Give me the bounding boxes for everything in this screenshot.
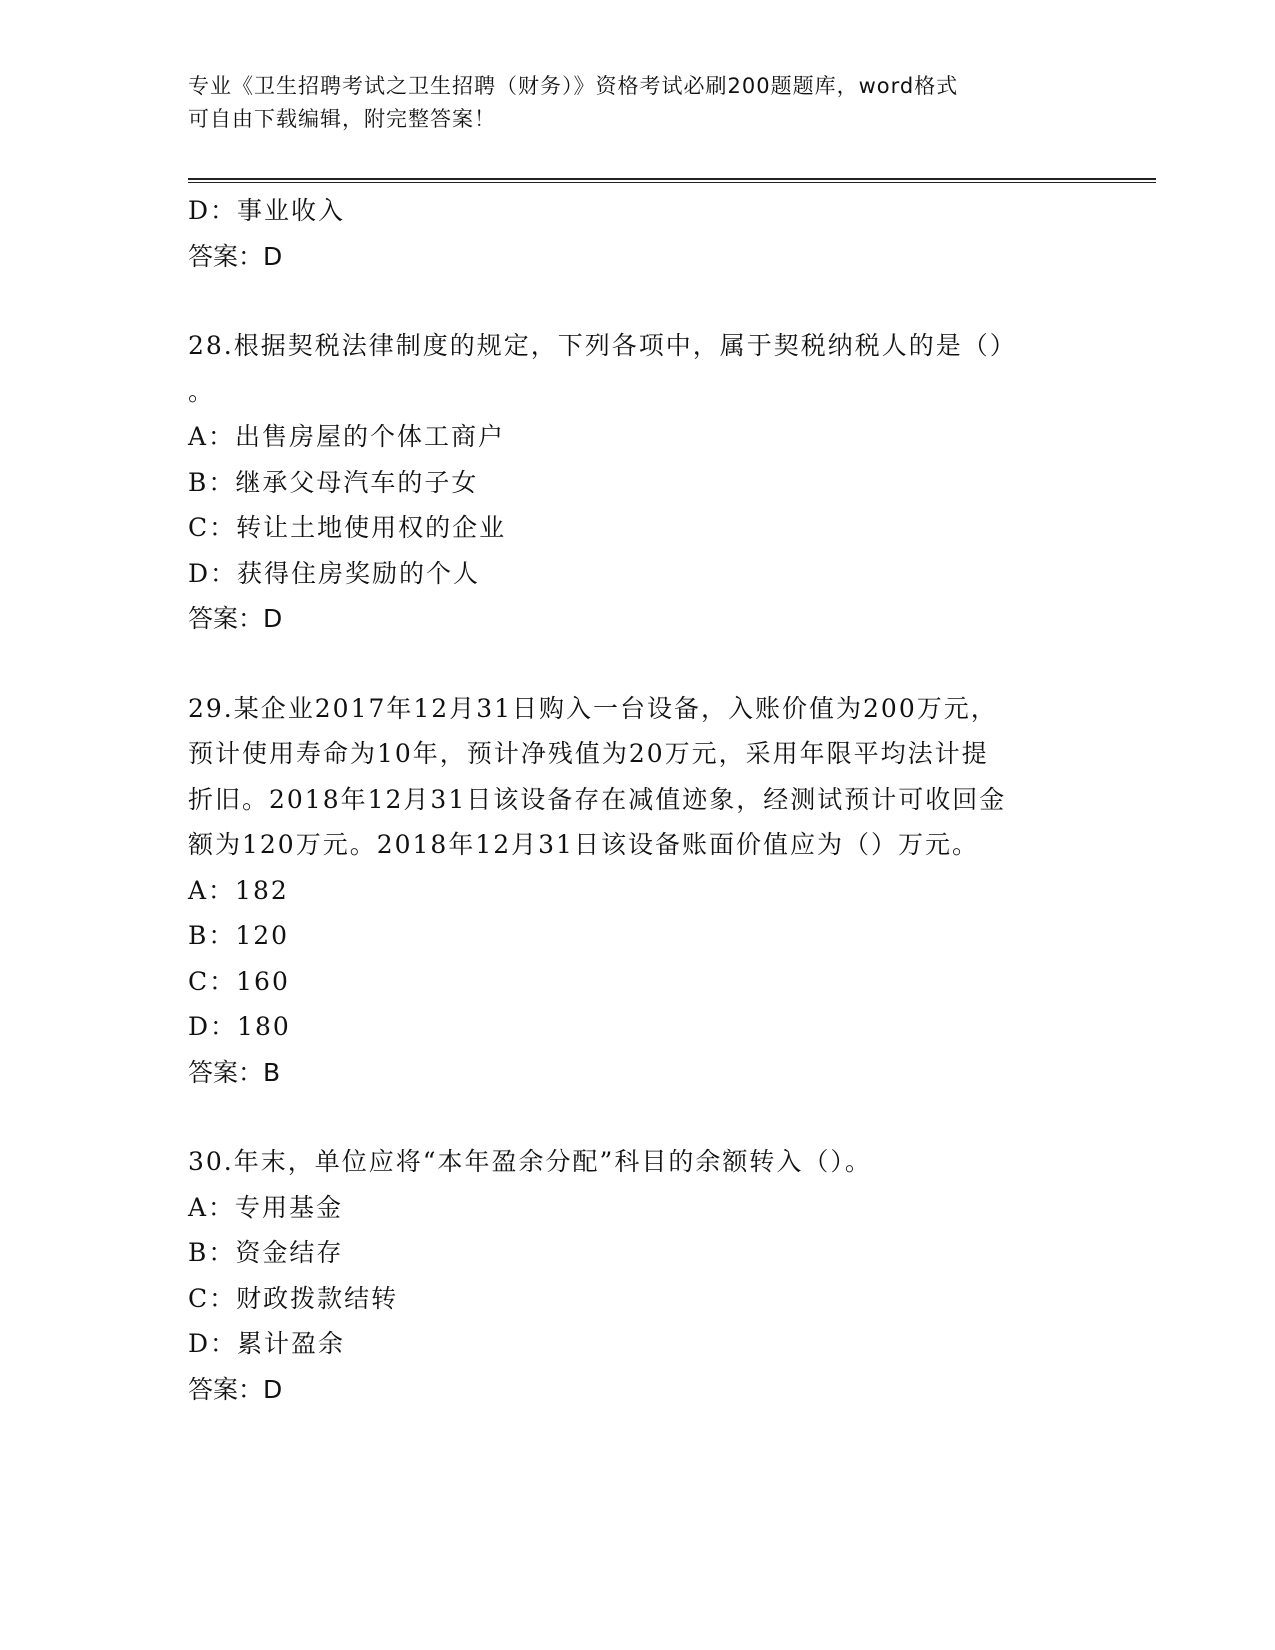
- spacer: [188, 1095, 1068, 1139]
- option-b: B：资金结存: [188, 1238, 344, 1267]
- option-d: D：累计盈余: [188, 1329, 346, 1358]
- question-30: [188, 1139, 1068, 1412]
- question-text-line: 28.根据契税法律制度的规定，下列各项中，属于契税纳税人的是（）: [188, 331, 1017, 360]
- option-a: A：专用基金: [188, 1192, 344, 1222]
- question-29: [188, 686, 1068, 1096]
- question-text-line: 折旧。2018年12月31日该设备存在减值迹象，经测试预计可收回金: [188, 784, 1007, 814]
- option-a: A：出售房屋的个体工商户: [188, 422, 506, 451]
- option-b: B：继承父母汽车的子女: [188, 467, 479, 497]
- previous-question-tail: [188, 188, 1068, 279]
- header-line-1: 专业《卫生招聘考试之卫生招聘（财务）》资格考试必刷200题题库，word格式: [188, 74, 959, 98]
- option-d: D：事业收入: [188, 196, 346, 225]
- option-c: C：转让土地使用权的企业: [188, 513, 507, 542]
- answer: 答案：D: [188, 241, 283, 271]
- document-body: [188, 188, 1068, 1412]
- option-d: D：获得住房奖励的个人: [188, 558, 481, 588]
- option-a: A：182: [188, 875, 289, 905]
- question-text-line: 29.某企业2017年12月31日购入一台设备，入账价值为200万元，: [188, 693, 998, 723]
- question-text-line: 预计使用寿命为10年，预计净残值为20万元，采用年限平均法计提: [188, 739, 989, 768]
- document-header: [188, 70, 1068, 136]
- option-c: C：160: [188, 966, 290, 996]
- question-text-line: 额为120万元。2018年12月31日该设备账面价值应为（）万元。: [188, 830, 979, 859]
- question-text-line: 30.年末，单位应将“本年盈余分配”科目的余额转入（）。: [188, 1147, 872, 1176]
- spacer: [188, 642, 1068, 686]
- header-divider: [188, 178, 1156, 183]
- option-b: B：120: [188, 921, 290, 950]
- answer: 答案：D: [188, 1374, 283, 1404]
- answer: 答案：D: [188, 604, 283, 633]
- header-line-2: 可自由下载编辑，附完整答案！: [188, 107, 496, 131]
- option-c: C：财政拨款结转: [188, 1283, 399, 1313]
- question-text-line: 。: [188, 376, 216, 406]
- answer: 答案：B: [188, 1057, 281, 1087]
- spacer: [188, 279, 1068, 323]
- option-d: D：180: [188, 1012, 291, 1041]
- question-28: [188, 323, 1068, 642]
